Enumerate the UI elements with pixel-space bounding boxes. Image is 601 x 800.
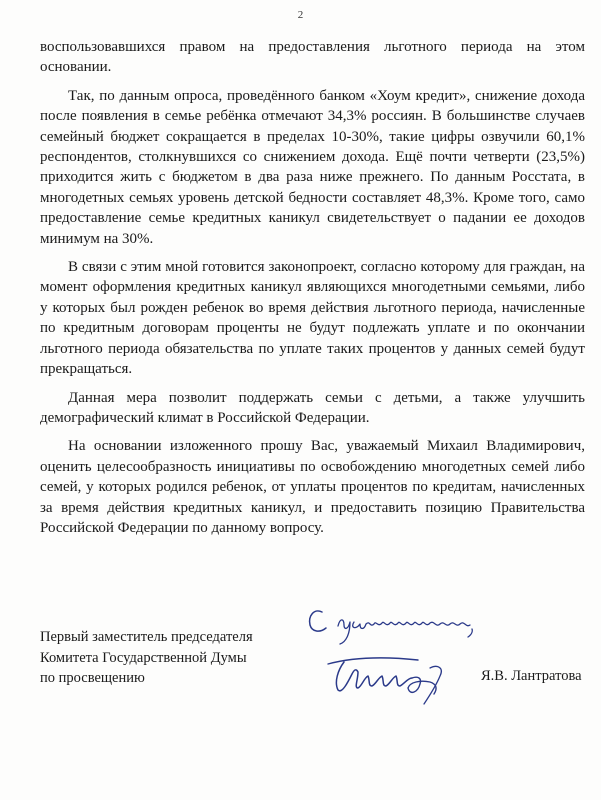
page-number: 2 [297, 9, 304, 21]
handwritten-greeting-c [310, 611, 326, 631]
handwritten-signature [300, 598, 500, 708]
paragraph-bill-proposal: В связи с этим мной готовится законопроект, согласно которому для граждан, на момент оформления кредитных каникул являющихся многодетными семьями, либо у которых был рожден ребенок во время действия льготного периода, начисленные по кредитным договорам проценты не будут подлежать уплате и по окончании льготного периода обязательства по уплате таких процентов у данных семей будут прекращаться. [40, 259, 585, 378]
paragraph-survey-data: Так, по данным опроса, проведённого банком «Хоум кредит», снижение дохода после появления в семье ребёнка отмечают 34,3% россиян. В большинстве случаев семейный бюджет сокращается в пределах 10-30%, такие цифры озвучили 60,1% респондентов, столкнувшихся со снижением дохода. Ещё почти четверти (23,5%) приходится жить с бюджетом в два раза ниже прежнего. По данным Росстата, в многодетных семьях уровень детской бедности составляет 48,3%. Кроме того, само предоставление семье кредитных каникул свидетельствует о падании ее доходов минимум на 30%. [40, 87, 585, 247]
signatory-title-line: по просвещению [40, 670, 145, 686]
paragraph-measure-purpose: Данная мера позволит поддержать семьи с детьми, а также улучшить демографический климат в Российской Федерации. [40, 389, 585, 426]
handwritten-greeting-comma [468, 629, 472, 637]
signatory-title-line: Первый заместитель председателя [40, 629, 253, 645]
letter-body [40, 37, 585, 546]
paragraph-continuation: воспользовавшихся правом на предоставления льготного периода на этом основании. [40, 39, 585, 76]
signatory-title-line: Комитета Государственной Думы [40, 649, 247, 666]
paragraph-request: На основании изложенного прошу Вас, уважаемый Михаил Владимирович, оценить целесообразность инициативы по освобождению многодетных семей либо семей, у которых родился ребенок, от уплаты процентов по кредитам, начисленных за время действия кредитных каникул, и предоставить позицию Правительства Российской Федерации по данному вопросу. [40, 438, 585, 536]
signature-stroke-flourish [424, 666, 441, 704]
handwritten-greeting-word [338, 620, 470, 644]
signatory-title [40, 627, 300, 689]
signatory-name: Я.В. Лантратова [481, 668, 582, 684]
signature-stroke-main [336, 662, 412, 691]
signature-stroke-upper [328, 658, 418, 664]
